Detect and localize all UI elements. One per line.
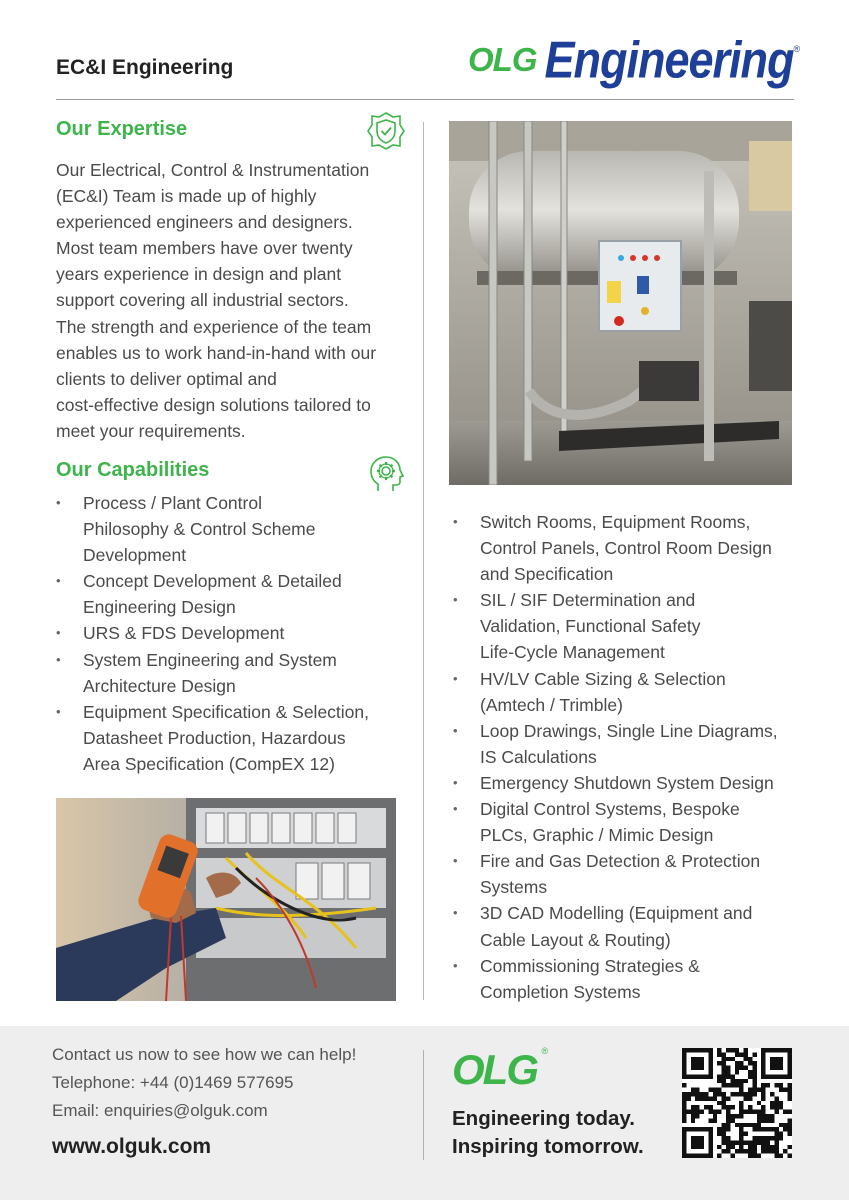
expertise-line: support covering all industrial sectors. xyxy=(56,290,349,311)
capabilities-list-right xyxy=(453,509,815,1005)
expertise-paragraph xyxy=(56,157,416,444)
head-gear-icon xyxy=(366,454,406,494)
capability-item xyxy=(56,620,418,646)
contact-prompt: Contact us now to see how we can help! xyxy=(52,1045,357,1064)
capability-line: Datasheet Production, Hazardous xyxy=(83,727,346,748)
capability-item xyxy=(453,796,815,848)
capability-item xyxy=(453,718,815,770)
capability-line: • Equipment Specification & Selection, xyxy=(83,701,369,722)
website-link[interactable]: www.olguk.com xyxy=(52,1135,212,1158)
expertise-line: experienced engineers and designers. xyxy=(56,212,353,233)
expertise-line: clients to deliver optimal and xyxy=(56,368,277,389)
capability-item xyxy=(453,509,815,587)
capability-line: • URS & FDS Development xyxy=(83,623,285,644)
capability-item xyxy=(453,900,815,952)
capability-line: • 3D CAD Modelling (Equipment and xyxy=(480,903,753,924)
logo-registered-mark: ® xyxy=(793,44,801,54)
capability-line: Engineering Design xyxy=(83,597,236,618)
capability-item xyxy=(56,647,418,699)
capability-line: • HV/LV Cable Sizing & Selection xyxy=(480,668,726,689)
capability-line: Life-Cycle Management xyxy=(480,642,665,663)
capability-item xyxy=(56,568,418,620)
telephone-text[interactable]: Telephone: +44 (0)1469 577695 xyxy=(52,1073,294,1092)
capability-line: • Emergency Shutdown System Design xyxy=(480,772,774,793)
expertise-line: enables us to work hand-in-hand with our xyxy=(56,342,377,363)
expertise-line: The strength and experience of the team xyxy=(56,316,372,337)
capability-line: Validation, Functional Safety xyxy=(480,616,701,637)
capability-line: • Loop Drawings, Single Line Diagrams, xyxy=(480,720,778,741)
capability-line: • Concept Development & Detailed xyxy=(83,571,342,592)
capability-line: • Process / Plant Control xyxy=(83,493,262,513)
capability-item xyxy=(453,666,815,718)
footer-logo-text: OLG xyxy=(452,1046,537,1093)
footer-olg-logo xyxy=(452,1046,548,1094)
capability-item xyxy=(453,953,815,1005)
expertise-line: meet your requirements. xyxy=(56,420,246,441)
expertise-line: Most team members have over twenty xyxy=(56,238,353,259)
expertise-line: Our Electrical, Control & Instrumentation xyxy=(56,160,370,180)
tagline-line-1: Engineering today. xyxy=(452,1107,635,1130)
expertise-line: years experience in design and plant xyxy=(56,264,342,285)
header-divider xyxy=(56,99,794,100)
expertise-line: cost-effective design solutions tailored to xyxy=(56,394,371,415)
capability-line: Control Panels, Control Room Design xyxy=(480,538,772,559)
capability-line: • Switch Rooms, Equipment Rooms, xyxy=(480,512,751,532)
email-text[interactable]: Email: enquiries@olguk.com xyxy=(52,1101,268,1120)
capability-item xyxy=(453,848,815,900)
tagline-line-2: Inspiring tomorrow. xyxy=(452,1135,644,1158)
capability-line: Architecture Design xyxy=(83,675,236,696)
capability-item xyxy=(453,770,815,796)
capability-line: and Specification xyxy=(480,564,614,585)
award-shield-icon xyxy=(366,111,406,151)
electrician-testing-photo xyxy=(56,798,396,1001)
capability-line: Cable Layout & Routing) xyxy=(480,929,671,950)
qr-code[interactable] xyxy=(682,1048,792,1158)
page-title: EC&I Engineering xyxy=(56,56,234,79)
capability-line: Development xyxy=(83,545,187,566)
capability-line: Philosophy & Control Scheme xyxy=(83,519,316,540)
expertise-heading: Our Expertise xyxy=(56,118,188,140)
capability-line: Area Specification (CompEX 12) xyxy=(83,753,335,774)
capability-line: • Digital Control Systems, Bespoke xyxy=(480,799,740,820)
capability-line: • Fire and Gas Detection & Protection xyxy=(480,851,761,872)
footer-divider xyxy=(423,1050,424,1160)
capability-item xyxy=(453,587,815,665)
capability-line: • SIL / SIF Determination and xyxy=(480,590,696,611)
capability-line: Systems xyxy=(480,877,548,898)
capability-line: Completion Systems xyxy=(480,981,641,1002)
logo-engineering-text: Engineering xyxy=(544,30,794,89)
capability-line: • Commissioning Strategies & xyxy=(480,955,700,976)
olg-engineering-logo xyxy=(468,30,800,90)
capability-line: • System Engineering and System xyxy=(83,649,337,670)
capability-line: (Amtech / Trimble) xyxy=(480,694,623,715)
expertise-line: (EC&I) Team is made up of highly xyxy=(56,186,317,207)
logo-olg-text: OLG xyxy=(468,41,537,78)
capabilities-heading: Our Capabilities xyxy=(56,459,210,481)
column-divider xyxy=(423,122,424,1000)
capability-item xyxy=(56,699,418,777)
capability-line: IS Calculations xyxy=(480,746,597,767)
footer-registered-mark: ® xyxy=(541,1046,549,1056)
capability-item xyxy=(56,490,418,568)
capabilities-list-left xyxy=(56,490,418,777)
plant-equipment-photo xyxy=(449,121,792,485)
capability-line: PLCs, Graphic / Mimic Design xyxy=(480,825,714,846)
